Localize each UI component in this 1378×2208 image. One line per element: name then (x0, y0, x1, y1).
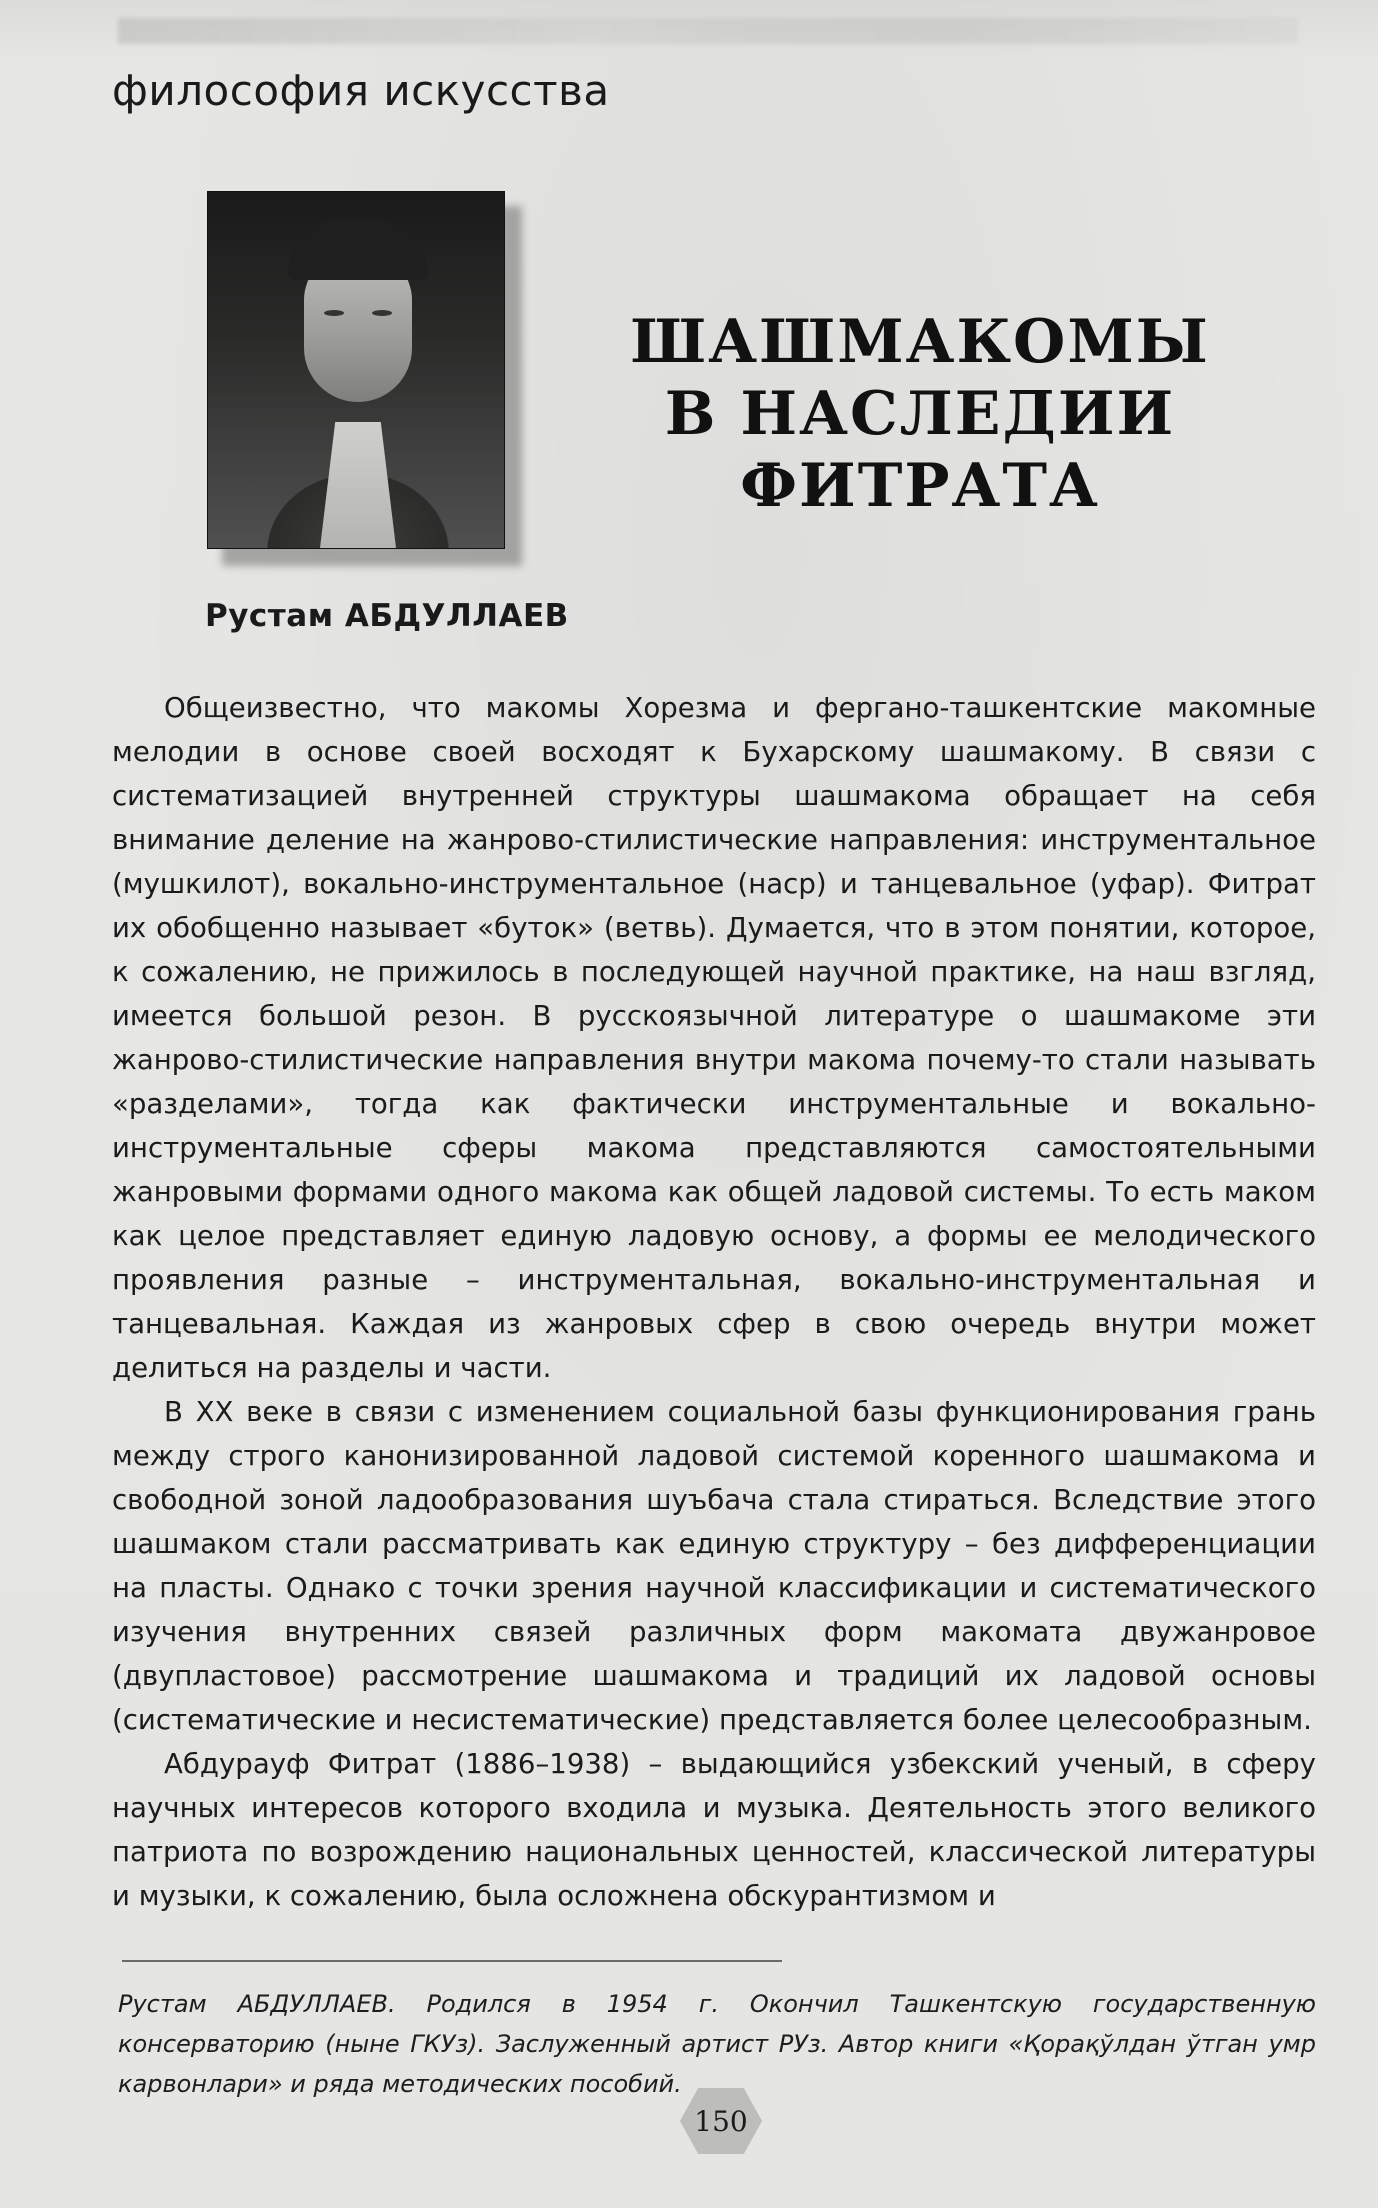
author-footnote: Рустам АБДУЛЛАЕВ. Родился в 1954 г. Окончил Ташкентскую государственную консерваторию (ныне ГКУз). Заслуженный артист РУз. Автор книги «Қорақўлдан ўтган умр карвонлари» и ряда методических пособий. (118, 1990, 1316, 2098)
section-title: философия искусства (112, 66, 610, 115)
show-through-line (118, 18, 1298, 44)
title-line: В НАСЛЕДИИ (664, 379, 1176, 449)
portrait-eye-left (324, 310, 344, 316)
portrait-eye-right (372, 310, 392, 316)
paragraph: Общеизвестно, что макомы Хорезма и фергано-ташкентские макомные мелодии в основе своей восходят к Бухарскому шашмакому. В связи с систематизацией внутренней структуры шашмакома обращает на себя внимание деление на жанрово-стилистические направления: инструментальное (мушкилот), вокально-инструментальное (наср) и танцевальное (уфар). Фитрат их обобщенно называет «буток» (ветвь). Думается, что в этом понятии, которое, к сожалению, не прижилось в последующей научной практике, на наш взгляд, имеется большой резон. В русскоязычной литературе о шашмакоме эти жанрово-стилистические направления внутри макома почему-то стали называть «разделами», тогда как фактически инструментальные и вокально-инструментальные сферы макома представляются самостоятельными жанровыми формами одного макома как общей ладовой системы. То есть маком как целое представляет единую ладовую основу, а формы ее мелодического проявления разные – инструментальная, вокально-инструментальная и танцевальная. Каждая из жанровых сфер в свою очередь внутри может делиться на разделы и части. (112, 691, 1316, 1384)
title-line: ФИТРАТА (740, 451, 1100, 521)
footnote-divider (122, 1960, 782, 1962)
author-portrait (208, 192, 504, 548)
portrait-shirt (320, 422, 396, 548)
paragraph: Абдурауф Фитрат (1886–1938) – выдающийся узбекский ученый, в сферу научных интересов которого входила и музыка. Деятельность этого великого патриота по возрождению национальных ценностей, классической литературы и музыки, к сожалению, была осложнена обскурантизмом и (112, 1747, 1316, 1912)
article-body (112, 686, 1316, 1918)
page-number: 150 (694, 2104, 748, 2138)
article-title (590, 306, 1250, 522)
title-line: ШАШМАКОМЫ (630, 307, 1210, 377)
portrait-hair (288, 220, 428, 280)
paragraph: В XX веке в связи с изменением социальной базы функционирования грань между строго канонизированной ладовой системой коренного шашмакома и свободной зоной ладообразования шуъбача стала стираться. Вследствие этого шашмаком стали рассматривать как единую структуру – без дифференциации на пласты. Однако с точки зрения научной классификации и систематического изучения внутренних связей различных форм макомата двужанровое (двупластовое) рассмотрение шашмакома и традиций их ладовой основы (систематические и несистематические) представляется более целесообразным. (112, 1395, 1316, 1736)
author-name: Рустам АБДУЛЛАЕВ (205, 598, 569, 634)
page-number-badge (664, 2088, 778, 2154)
